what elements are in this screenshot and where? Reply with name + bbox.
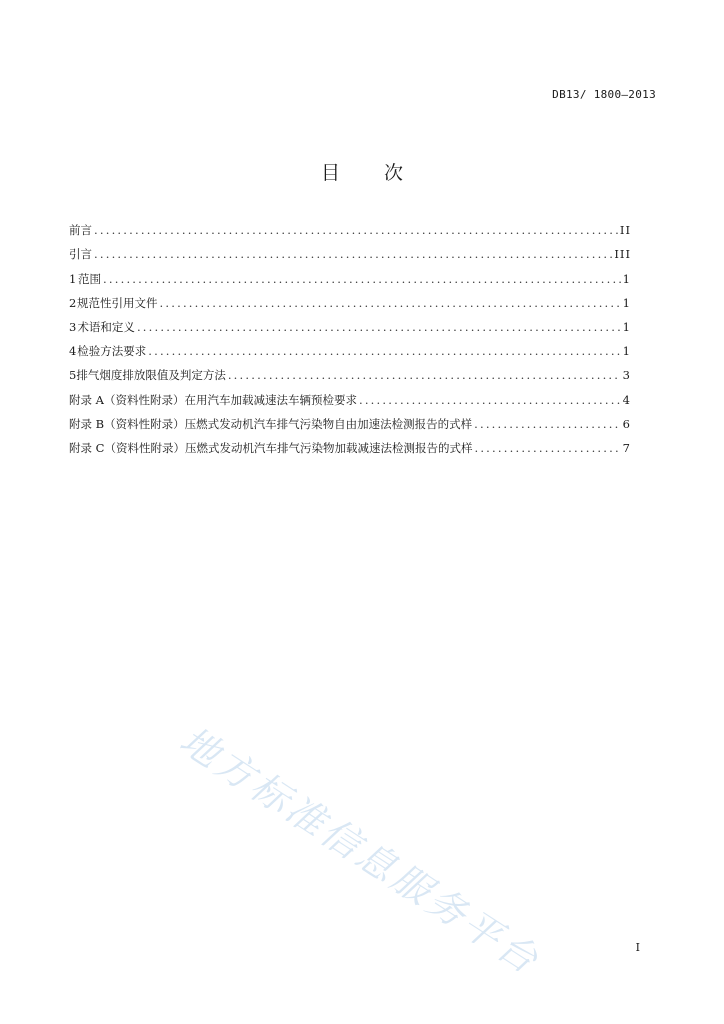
toc-section-number: 2 [69,295,77,310]
toc-entry-foreword[interactable] [69,214,631,238]
toc-entry-test-methods[interactable] [69,335,631,359]
document-code: DB13/ 1800—2013 [552,88,656,101]
toc-entry-text: 引言 [69,247,92,262]
toc-entry-text: 检验方法要求 [77,344,147,359]
toc-entry-text: 在用汽车加载减速法车辆预检要求 [184,392,357,407]
toc-entry-text: 术语和定义 [77,319,135,334]
page-title [0,158,724,185]
appendix-label: 附录 C（资料性附录） [69,440,185,455]
dot-leader [103,271,621,287]
toc-section-number: 5 [69,368,77,383]
title-char-2: 次 [384,162,404,184]
toc-entry-text: 范围 [78,271,102,286]
dot-leader [359,392,621,408]
toc-entry-terms-definitions[interactable] [69,311,631,335]
toc-page-number: 7 [622,440,631,455]
toc-entry-text: 规范性引用文件 [77,295,158,310]
appendix-label: 附录 B（资料性附录） [69,416,185,431]
toc-entry-text: 压燃式发动机汽车排气污染物加载减速法检测报告的式样 [184,440,473,455]
toc-section-number: 1 [69,271,77,286]
dot-leader [148,343,620,359]
dot-leader [94,222,618,238]
toc-page-number: 1 [622,295,631,310]
toc-entry-emission-limits[interactable] [69,359,631,383]
dot-leader [228,367,621,383]
toc-page-number: 1 [622,344,631,359]
toc-section-number: 4 [69,344,77,359]
toc-section-number: 3 [69,319,77,334]
toc-page-number: 3 [622,368,631,383]
appendix-label: 附录 A（资料性附录） [69,392,185,407]
toc-entry-appendix-c[interactable] [69,432,631,456]
table-of-contents [69,214,631,456]
toc-entry-text: 压燃式发动机汽车排气污染物自由加速法检测报告的式样 [184,416,473,431]
toc-entry-scope[interactable] [69,262,631,286]
dot-leader [137,319,621,335]
toc-page-number: 6 [622,416,631,431]
toc-entry-appendix-b[interactable] [69,408,631,432]
title-char-1: 目 [320,162,340,184]
toc-page-number: 1 [622,271,631,286]
dot-leader [474,440,620,456]
toc-page-number: II [619,223,631,238]
toc-entry-text: 排气烟度排放限值及判定方法 [76,368,226,383]
dot-leader [474,416,621,432]
toc-page-number: 4 [622,392,631,407]
dot-leader [94,246,612,262]
page-number: I [635,941,640,954]
toc-page-number: III [614,247,631,262]
toc-entry-normative-references[interactable] [69,287,631,311]
toc-entry-text: 前言 [69,223,92,238]
toc-entry-introduction[interactable] [69,238,631,262]
dot-leader [160,295,621,311]
toc-entry-appendix-a[interactable] [69,383,631,407]
toc-page-number: 1 [622,319,631,334]
watermark: 地方标准信息服务平台 [172,717,549,984]
